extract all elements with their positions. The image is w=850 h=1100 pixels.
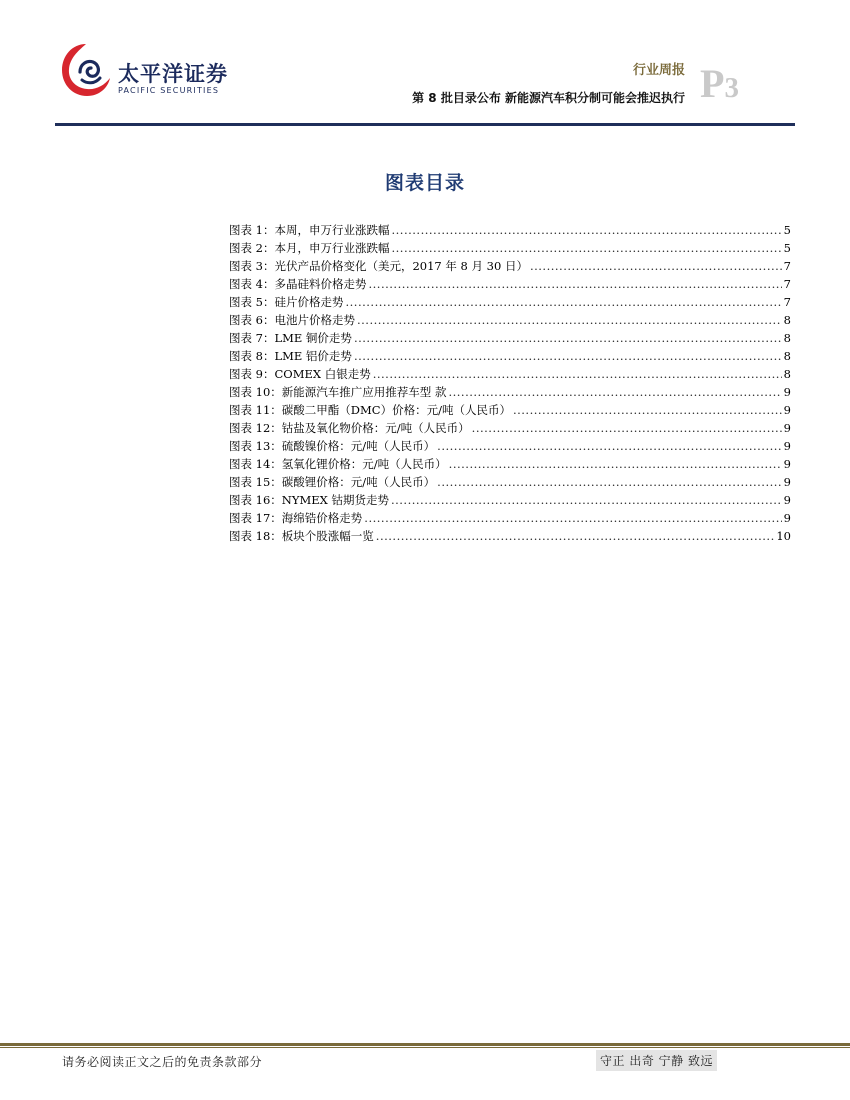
toc-leader-dots [472, 419, 782, 437]
toc-entry[interactable] [229, 239, 791, 257]
toc-entry[interactable] [229, 329, 791, 347]
toc-entry-label: 图表 3：光伏产品价格变化（美元，2017 年 8 月 30 日） [229, 259, 528, 273]
toc-entry-label: 图表 18：板块个股涨幅一览 [229, 529, 374, 543]
toc-entry[interactable] [229, 527, 791, 545]
footer-motto: 守正 出奇 宁静 致远 [596, 1050, 717, 1071]
toc-entry[interactable] [229, 419, 791, 437]
footer-divider-thin [0, 1047, 850, 1048]
toc-entry[interactable] [229, 491, 791, 509]
toc-leader-dots [513, 401, 782, 419]
toc-leader-dots [437, 473, 782, 491]
toc-entry-page: 5 [783, 223, 791, 237]
toc-entry-page: 10 [776, 529, 791, 543]
toc-entry[interactable] [229, 383, 791, 401]
toc-entry-label: 图表 6：电池片价格走势 [229, 313, 355, 327]
footer-divider [0, 1043, 850, 1046]
toc-leader-dots [437, 437, 782, 455]
toc-leader-dots [345, 293, 781, 311]
toc-entry[interactable] [229, 437, 791, 455]
toc-entry[interactable] [229, 293, 791, 311]
toc-entry-page: 9 [783, 511, 791, 525]
toc-leader-dots [391, 221, 781, 239]
toc-entry-label: 图表 12：钴盐及氧化物价格：元/吨（人民币） [229, 421, 470, 435]
footer-disclaimer: 请务必阅读正文之后的免责条款部分 [62, 1055, 263, 1069]
toc-leader-dots [364, 509, 781, 527]
toc-entry-page: 8 [783, 349, 791, 363]
toc-leader-dots [530, 257, 782, 275]
toc-leader-dots [368, 275, 781, 293]
toc-entry[interactable] [229, 221, 791, 239]
toc-entry-label: 图表 14：氢氧化锂价格：元/吨（人民币） [229, 457, 447, 471]
toc-leader-dots [391, 239, 781, 257]
toc-title: 图表目录 [384, 172, 465, 194]
header-divider [55, 123, 795, 126]
toc-entry[interactable] [229, 455, 791, 473]
toc-entry-label: 图表 10：新能源汽车推广应用推荐车型 款 [229, 385, 447, 399]
page-digit: 3 [724, 72, 739, 104]
pacific-securities-logo-icon [60, 42, 112, 98]
toc-leader-dots [354, 329, 782, 347]
toc-entry-page: 8 [783, 367, 791, 381]
report-subtitle: 第 8 批目录公布 新能源汽车积分制可能会推迟执行 [412, 91, 685, 105]
toc-leader-dots [391, 491, 782, 509]
company-logo [60, 42, 250, 102]
toc-entry-page: 7 [783, 277, 791, 291]
page-number [700, 61, 739, 106]
toc-entry[interactable] [229, 275, 791, 293]
toc-entry-label: 图表 8：LME 铝价走势 [229, 349, 352, 363]
toc-entry-label: 图表 13：硫酸镍价格：元/吨（人民币） [229, 439, 436, 453]
toc-entry-page: 8 [783, 331, 791, 345]
toc-entry-label: 图表 15：碳酸锂价格：元/吨（人民币） [229, 475, 436, 489]
toc-entry-page: 9 [783, 493, 791, 507]
toc-leader-dots [357, 311, 782, 329]
toc-entry-label: 图表 7：LME 铜价走势 [229, 331, 352, 345]
toc-entry-page: 9 [783, 457, 791, 471]
toc-entry-page: 9 [783, 385, 791, 399]
toc-entry[interactable] [229, 401, 791, 419]
toc-entry[interactable] [229, 257, 791, 275]
logo-chinese-name: 太平洋证券 [118, 62, 228, 86]
toc-entry[interactable] [229, 365, 791, 383]
toc-entry-page: 9 [783, 403, 791, 417]
toc-entry[interactable] [229, 473, 791, 491]
toc-leader-dots [373, 365, 782, 383]
toc-entry-page: 8 [783, 313, 791, 327]
toc-entry-label: 图表 9：COMEX 白银走势 [229, 367, 371, 381]
toc-entry-page: 7 [783, 295, 791, 309]
toc-entry-label: 图表 4：多晶硅料价格走势 [229, 277, 367, 291]
toc-entry-label: 图表 2：本月，申万行业涨跌幅 [229, 241, 390, 255]
toc-entry-label: 图表 5：硅片价格走势 [229, 295, 344, 309]
toc-entry-page: 9 [783, 475, 791, 489]
toc-leader-dots [448, 383, 781, 401]
toc-leader-dots [449, 455, 782, 473]
toc-list [229, 221, 791, 545]
toc-leader-dots [354, 347, 782, 365]
page-letter: P [700, 61, 725, 106]
toc-entry-page: 7 [783, 259, 791, 273]
toc-entry-label: 图表 1：本周，申万行业涨跌幅 [229, 223, 390, 237]
toc-entry[interactable] [229, 509, 791, 527]
toc-entry[interactable] [229, 311, 791, 329]
toc-leader-dots [376, 527, 775, 545]
toc-entry-label: 图表 11：碳酸二甲酯（DMC）价格：元/吨（人民币） [229, 403, 511, 417]
report-type: 行业周报 [632, 63, 685, 78]
toc-entry-label: 图表 17：海绵锆价格走势 [229, 511, 363, 525]
toc-entry-label: 图表 16：NYMEX 钴期货走势 [229, 493, 389, 507]
toc-entry-page: 9 [783, 421, 791, 435]
logo-english-name: PACIFIC SECURITIES [118, 86, 220, 95]
toc-entry-page: 5 [783, 241, 791, 255]
toc-entry-page: 9 [783, 439, 791, 453]
toc-entry[interactable] [229, 347, 791, 365]
